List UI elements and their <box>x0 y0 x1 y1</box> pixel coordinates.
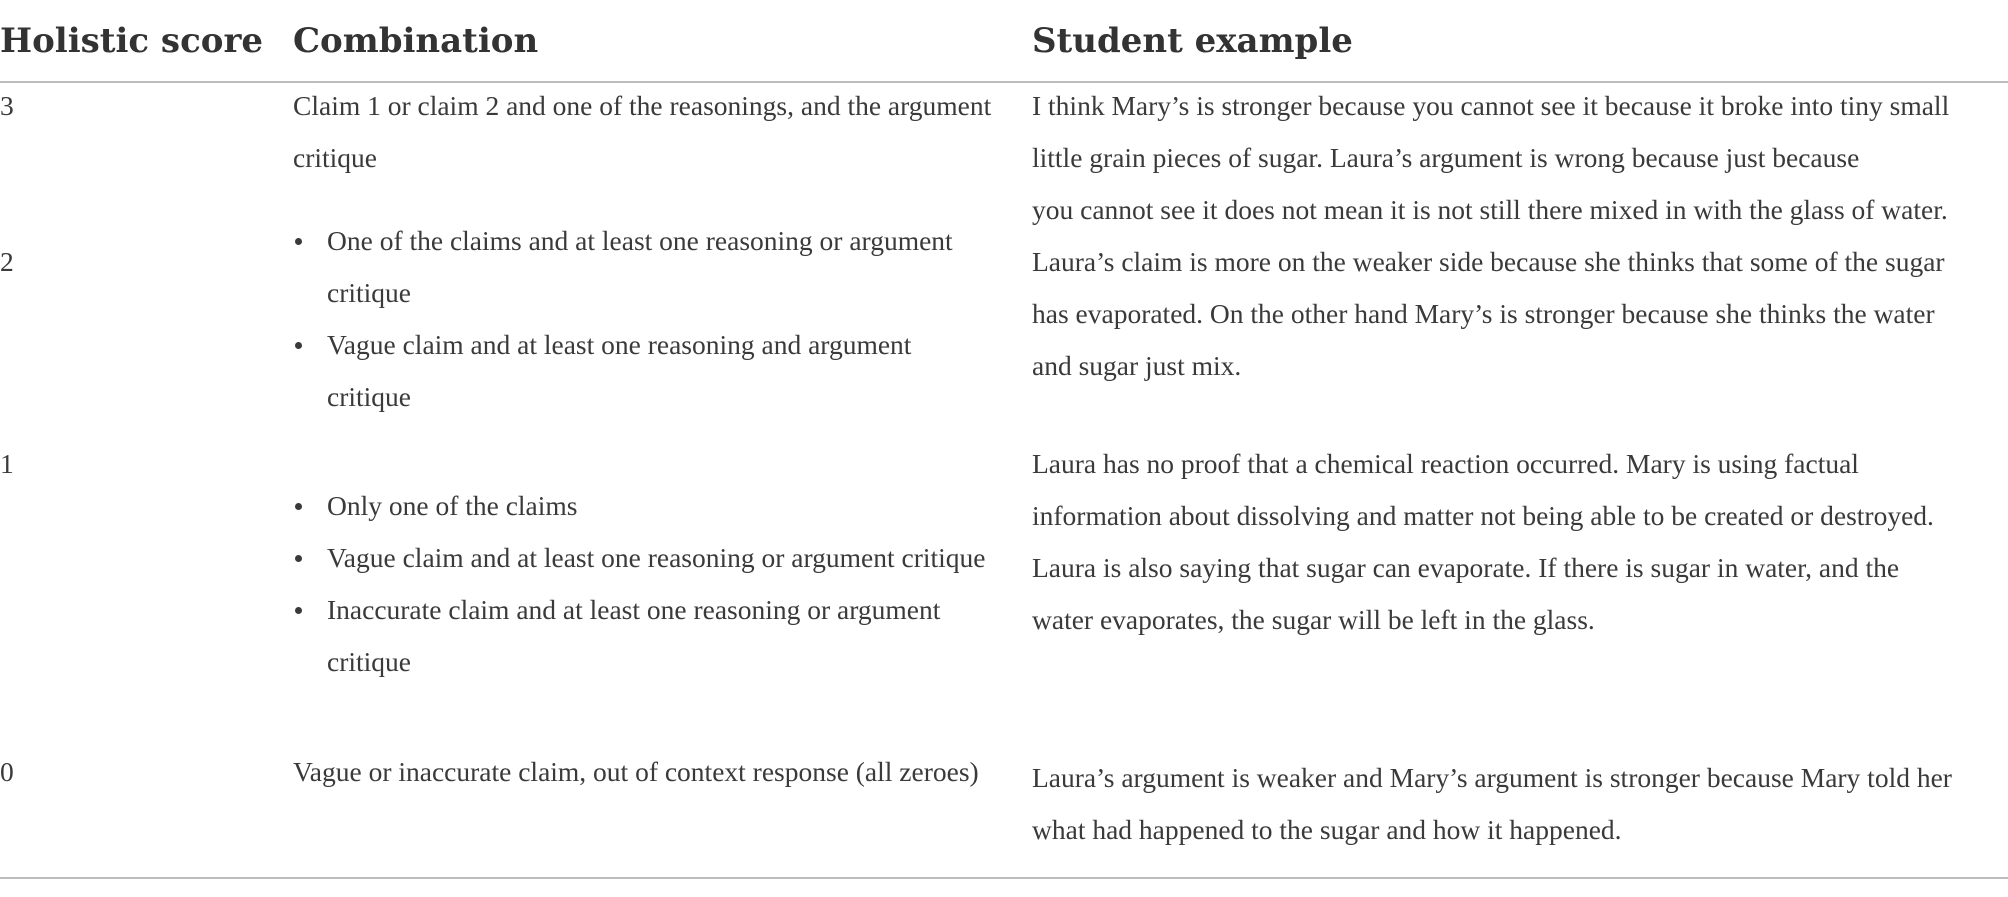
example-line: I think Mary’s is stronger because you cannot see it because it broke into tiny small <box>1032 90 1950 121</box>
example-line: Laura is also saying that sugar can evaporate. If there is sugar in water, and the <box>1032 552 1900 583</box>
row-combination-3: Claim 1 or claim 2 and one of the reasonings, and the argument critique <box>293 90 992 173</box>
student-example-block-1 <box>1032 80 2008 392</box>
example-line: what had happened to the sugar and how it happened. <box>1032 814 1622 845</box>
row-combination-2 <box>293 215 993 423</box>
example-line: has evaporated. On the other hand Mary’s is stronger because she thinks the water <box>1032 298 1935 329</box>
student-example-block-3 <box>1032 752 2008 856</box>
example-line: Laura’s argument is weaker and Mary’s argument is stronger because Mary told her <box>1032 762 1952 793</box>
header-student-example: Student example <box>1032 21 1353 61</box>
example-line: Laura’s claim is more on the weaker side because she thinks that some of the sugar <box>1032 246 1945 277</box>
row-score-1: 1 <box>0 448 14 479</box>
example-line: and sugar just mix. <box>1032 350 1242 381</box>
row-combination-0: Vague or inaccurate claim, out of context response (all zeroes) <box>293 756 979 787</box>
row-combination-1 <box>293 480 993 688</box>
row-score-3: 3 <box>0 90 14 121</box>
example-line: you cannot see it does not mean it is not still there mixed in with the glass of water. <box>1032 194 1948 225</box>
row-score-0: 0 <box>0 756 14 787</box>
example-line: Laura has no proof that a chemical reaction occurred. Mary is using factual <box>1032 448 1859 479</box>
combination-bullet: Vague claim and at least one reasoning and argument critique <box>293 319 993 423</box>
combination-bullet: Only one of the claims <box>293 480 993 532</box>
example-line: water evaporates, the sugar will be left in the glass. <box>1032 604 1595 635</box>
example-line: information about dissolving and matter not being able to be created or destroyed. <box>1032 500 1934 531</box>
header-combination: Combination <box>293 21 539 61</box>
combination-bullet: Vague claim and at least one reasoning or argument critique <box>293 532 993 584</box>
bottom-rule <box>0 877 2008 879</box>
row-score-2: 2 <box>0 246 14 277</box>
example-line: little grain pieces of sugar. Laura’s argument is wrong because just because <box>1032 142 1860 173</box>
student-example-block-2 <box>1032 438 2008 646</box>
combination-bullet: Inaccurate claim and at least one reasoning or argument critique <box>293 584 993 688</box>
combination-bullet: One of the claims and at least one reasoning or argument critique <box>293 215 993 319</box>
table-header <box>0 0 2008 82</box>
header-holistic-score: Holistic score <box>0 21 264 61</box>
